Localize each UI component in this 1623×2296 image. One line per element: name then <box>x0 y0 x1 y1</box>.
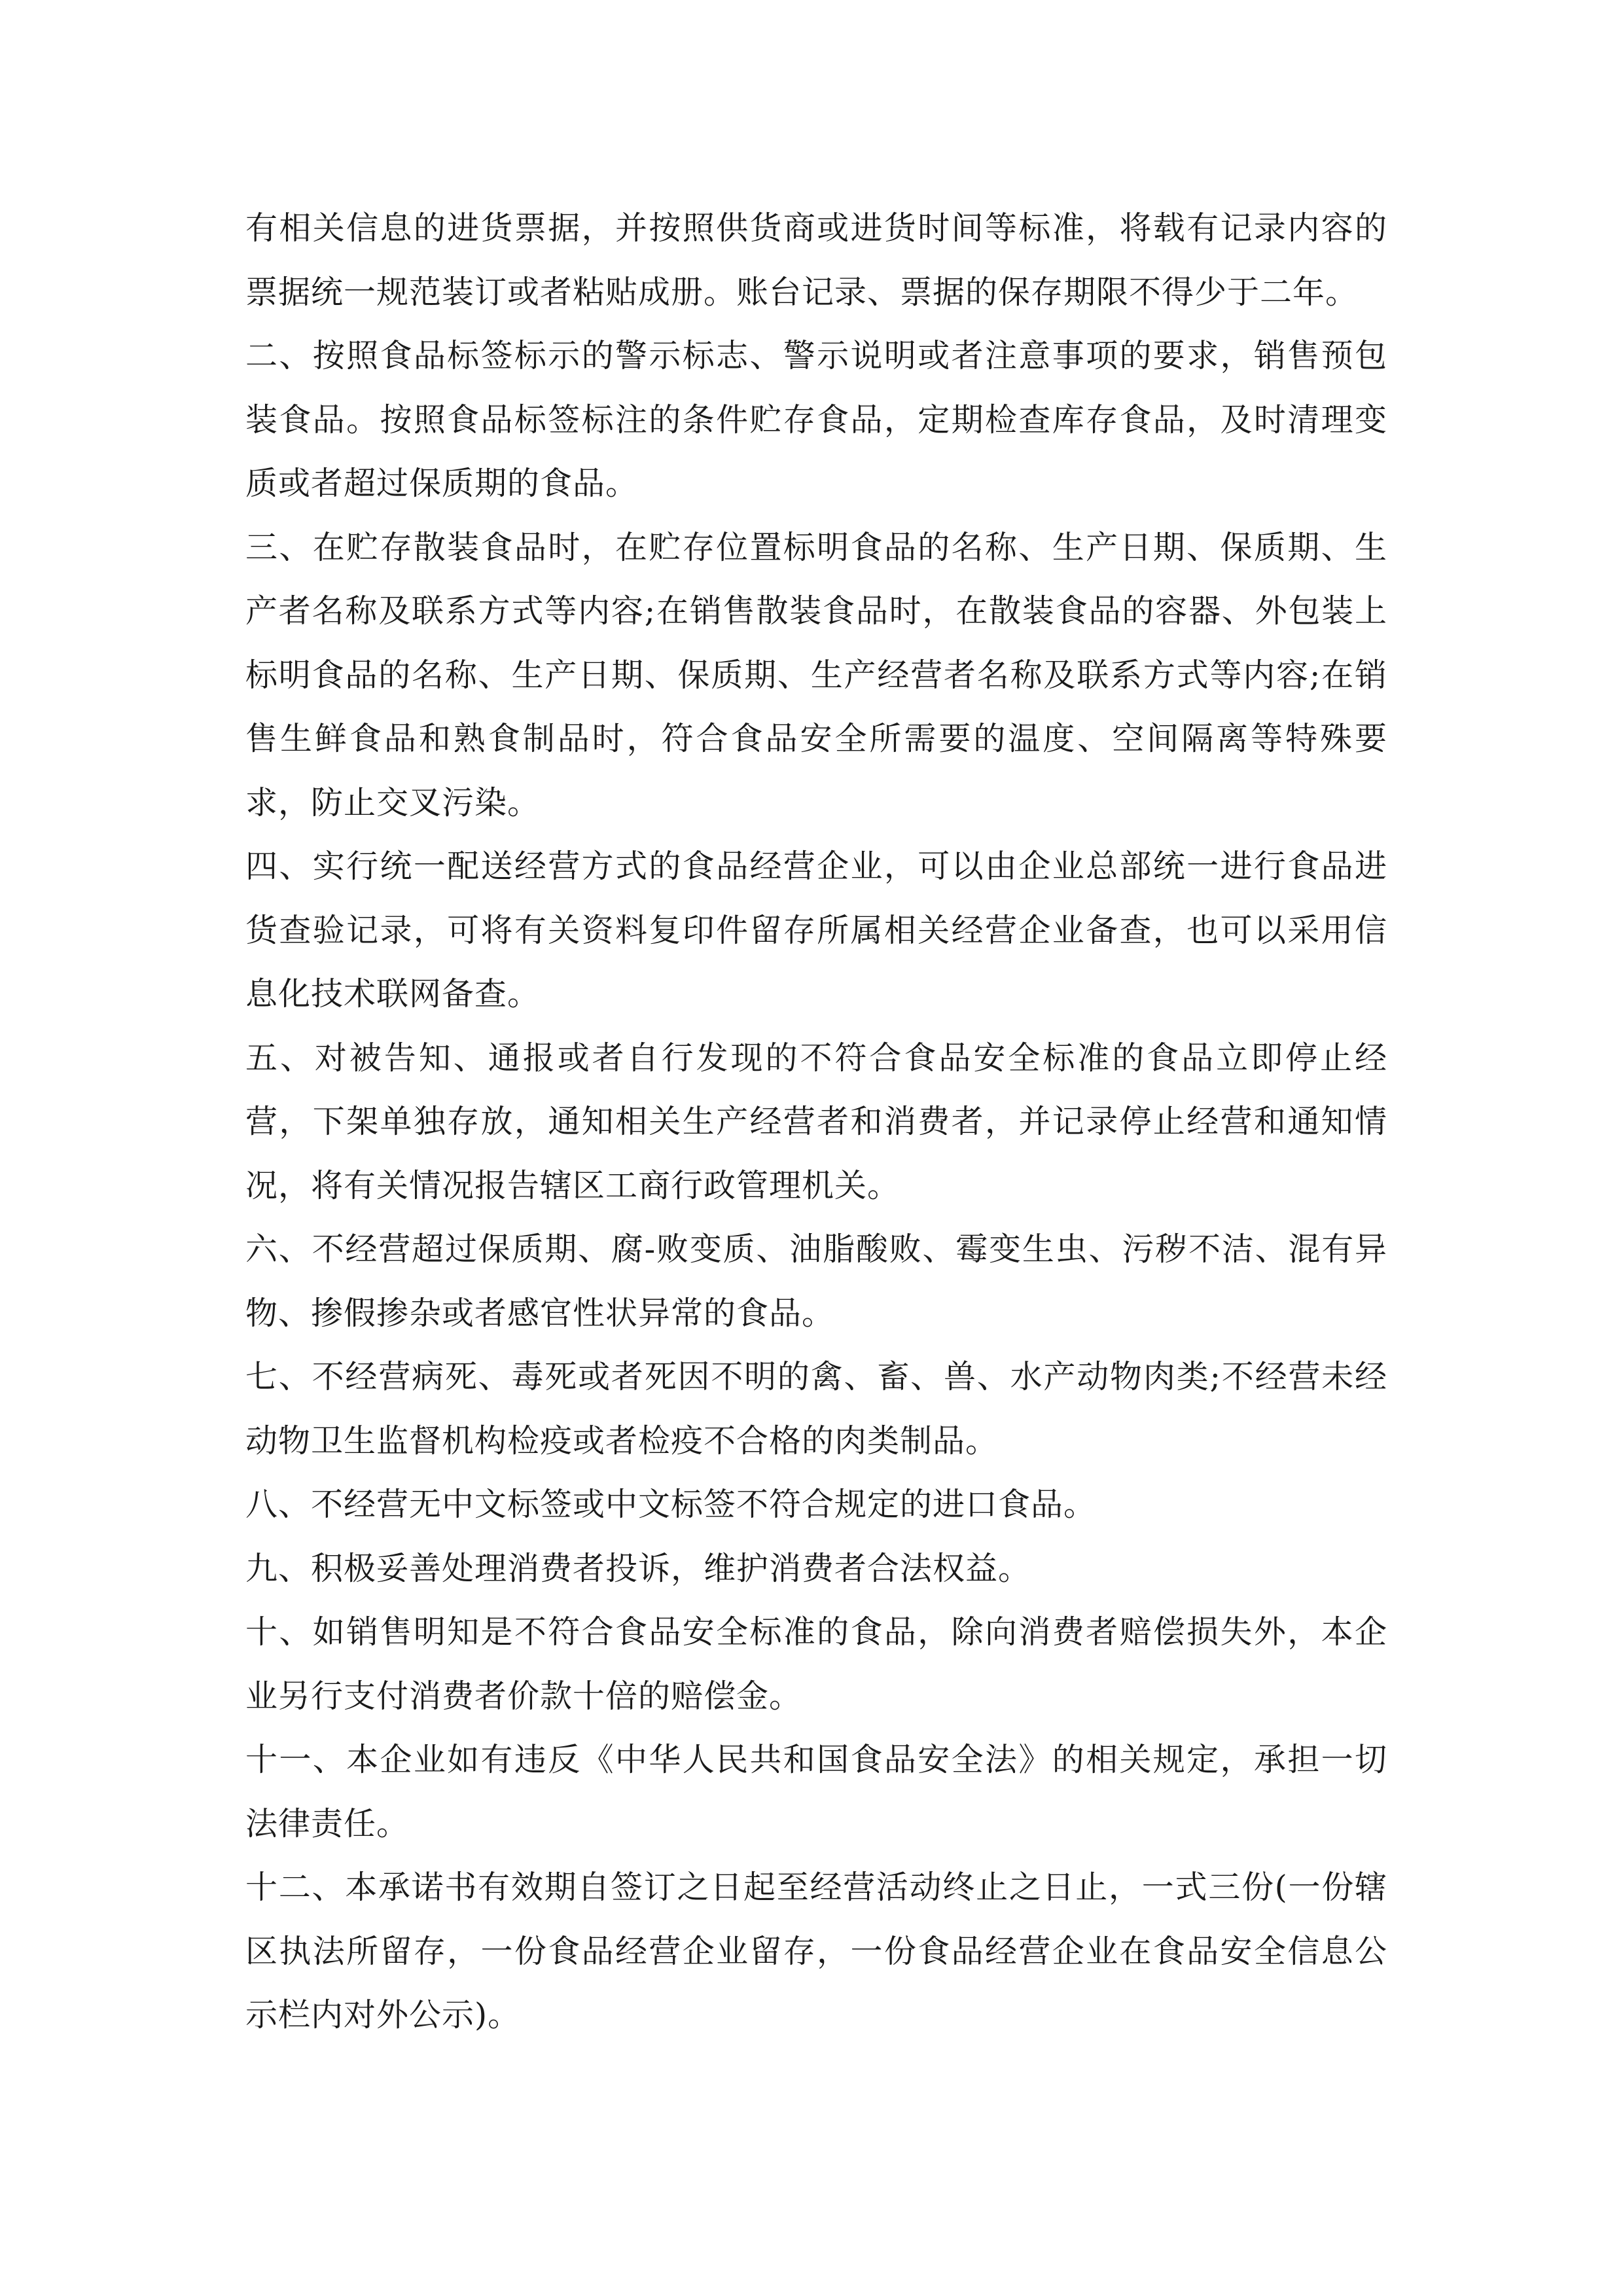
paragraph-item-12: 十二、本承诺书有效期自签订之日起至经营活动终止之日止，一式三份(一份辖区执法所留存，一份食品经营企业留存，一份食品经营企业在食品安全信息公示栏内对外公示)。 <box>245 1869 1387 2034</box>
paragraph-item-3: 三、在贮存散装食品时，在贮存位置标明食品的名称、生产日期、保质期、生产者名称及联系方式等内容;在销售散装食品时，在散装食品的容器、外包装上标明食品的名称、生产日期、保质期、生产经营者名称及联系方式等内容;在销售生鲜食品和熟食制品时，符合食品安全所需要的温度、空间隔离等特殊要求，防止交叉污染。 <box>245 528 1387 821</box>
document-body <box>245 196 1387 2047</box>
paragraph-item-9: 九、积极妥善处理消费者投诉，维护消费者合法权益。 <box>245 1549 1031 1587</box>
paragraph-item-6: 六、不经营超过保质期、腐-败变质、油脂酸败、霉变生虫、污秽不洁、混有异物、掺假掺杂或者感官性状异常的食品。 <box>245 1230 1387 1332</box>
paragraph-item-4: 四、实行统一配送经营方式的食品经营企业，可以由企业总部统一进行食品进货查验记录，可将有关资料复印件留存所属相关经营企业备查，也可以采用信息化技术联网备查。 <box>245 848 1387 1013</box>
paragraph-item-2: 二、按照食品标签标示的警示标志、警示说明或者注意事项的要求，销售预包装食品。按照食品标签标注的条件贮存食品，定期检查库存食品，及时清理变质或者超过保质期的食品。 <box>245 337 1387 502</box>
paragraph-item-10: 十、如销售明知是不符合食品安全标准的食品，除向消费者赔偿损失外，本企业另行支付消费者价款十倍的赔偿金。 <box>245 1613 1387 1715</box>
paragraph-item-5: 五、对被告知、通报或者自行发现的不符合食品安全标准的食品立即停止经营，下架单独存放，通知相关生产经营者和消费者，并记录停止经营和通知情况，将有关情况报告辖区工商行政管理机关。 <box>245 1039 1387 1204</box>
paragraph-item-7: 七、不经营病死、毒死或者死因不明的禽、畜、兽、水产动物肉类;不经营未经动物卫生监督机构检疫或者检疫不合格的肉类制品。 <box>245 1358 1387 1460</box>
paragraph-item-8: 八、不经营无中文标签或中文标签不符合规定的进口食品。 <box>245 1486 1097 1523</box>
paragraph-item-11: 十一、本企业如有违反《中华人民共和国食品安全法》的相关规定，承担一切法律责任。 <box>245 1741 1387 1842</box>
paragraph-ledger-continuation: 有相关信息的进货票据，并按照供货商或进货时间等标准，将载有记录内容的票据统一规范装订或者粘贴成册。账台记录、票据的保存期限不得少于二年。 <box>245 209 1387 311</box>
